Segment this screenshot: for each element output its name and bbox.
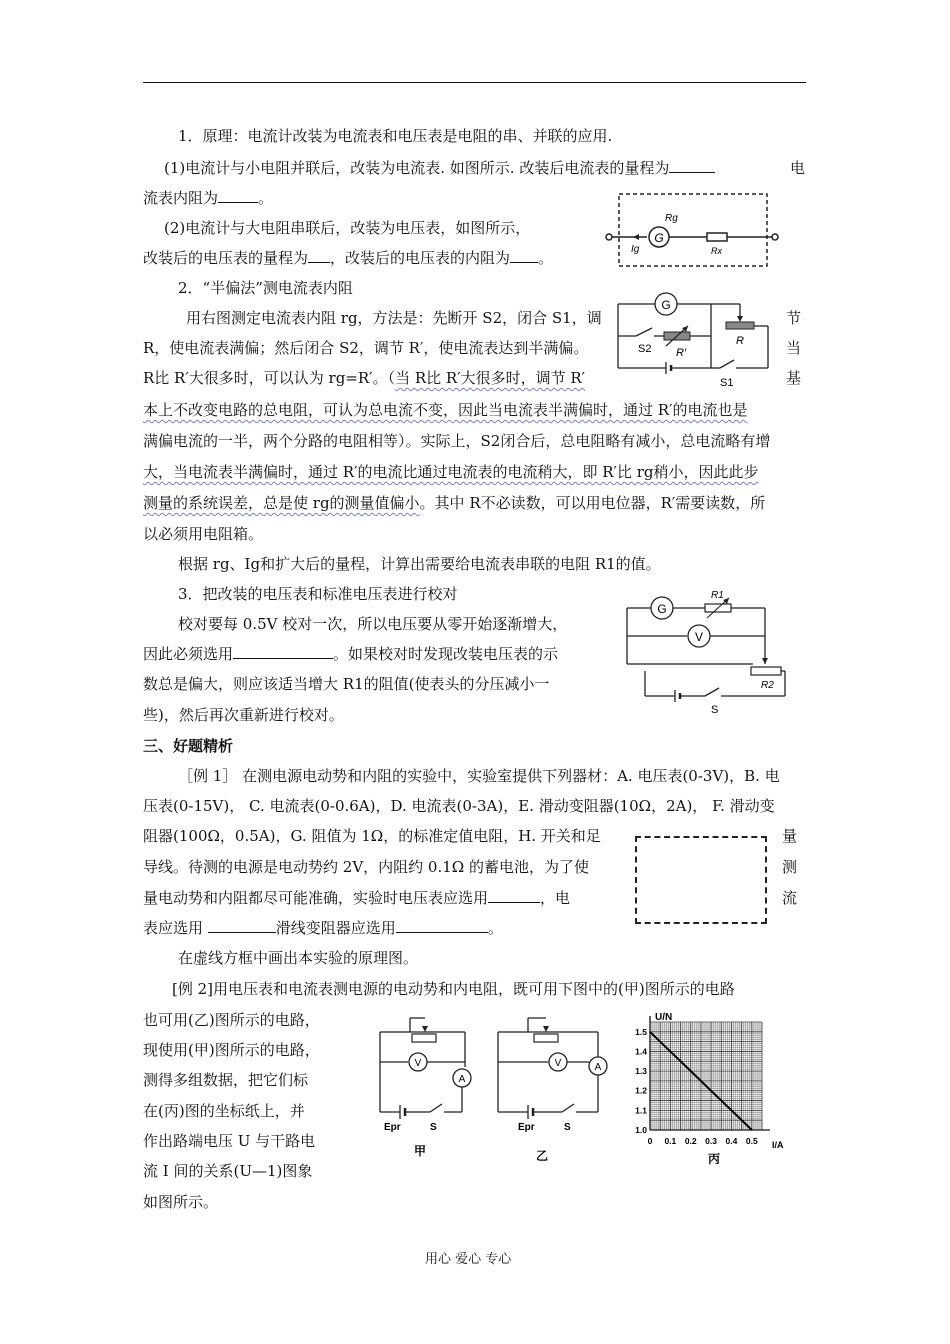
x-tick-label: 0.2	[684, 1136, 697, 1146]
line-8-end: 当	[786, 339, 802, 357]
line-27: 表应选用 滑线变阻器应选用 。	[143, 919, 503, 937]
y-tick-label: 1.4	[635, 1046, 647, 1057]
y-tick-label: 1.5	[635, 1026, 647, 1037]
fig3-r2: R2	[761, 680, 774, 691]
line-9: R比 R′大很多时，可以认为 rg=R′。（当 R比 R′大很多时，调节 R′	[143, 369, 586, 387]
figure-calibration-circuit	[625, 588, 790, 716]
line-9-end: 基	[786, 369, 802, 387]
line-1: 1．原理：电流计改装为电流表和电压表是电阻的串、并联的应用.	[178, 127, 613, 145]
yi-a: A	[594, 1062, 602, 1073]
line-17: 校对要每 0.5V 校对一次，所以电压要从零开始逐渐增大，	[178, 615, 568, 633]
chart-title: 丙	[708, 1152, 721, 1166]
x-tick-label: 0.3	[705, 1136, 718, 1146]
line-14: 以必须用电阻箱。	[143, 525, 264, 543]
x-tick-label: 0.4	[725, 1136, 738, 1146]
fig3-s: S	[711, 704, 719, 716]
line-13: 测量的系统误差，总是使 rg的测量值偏小。其中 R不必读数，可以用电位器，R′需要读数，所	[143, 494, 766, 512]
y-tick-label: 1.2	[635, 1085, 647, 1096]
fig2-g: G	[661, 298, 671, 312]
yi-s: S	[564, 1122, 571, 1133]
yi-v: V	[554, 1058, 562, 1069]
fig2-s2: S2	[638, 343, 652, 355]
section-heading: 三、好题精析	[143, 737, 234, 755]
line-11: 满偏电流的一半，两个分路的电阻相等）。实际上，S2闭合后，总电阻略有减小，总电流略有增	[143, 432, 771, 450]
line-30: 也可用(乙)图所示的电路，	[143, 1011, 320, 1029]
fig1-g: G	[654, 231, 664, 245]
y-tick-label: 1.3	[635, 1066, 647, 1077]
fig2-r: R	[736, 335, 744, 347]
line-35: 流 I 间的关系(U—1)图象	[143, 1162, 313, 1180]
jia-a: A	[458, 1074, 466, 1085]
chart-grid	[650, 1022, 762, 1130]
x-tick-label: 0.1	[664, 1136, 677, 1146]
fig1-rx: Rx	[711, 246, 722, 256]
line-33: 在(丙)图的坐标纸上，并	[143, 1102, 305, 1120]
line-7: 用右图测定电流表内阻 rg，方法是：先断开 S2，闭合 S1，调	[186, 309, 602, 327]
line-20: 些)，然后再次重新进行校对。	[143, 706, 344, 724]
figure-ammeter-circuit	[603, 188, 783, 273]
y-tick-label: 1.0	[635, 1125, 647, 1135]
x-axis-label: I/A	[772, 1140, 784, 1150]
line-26-end: 流	[782, 889, 798, 907]
line-15: 根据 rg、Ig和扩大后的量程，计算出需要给电流表串联的电阻 R1的值。	[178, 555, 661, 573]
figure-yi-circuit	[488, 1012, 613, 1162]
figure-jia-circuit	[370, 1012, 485, 1157]
line-16: 3．把改装的电压表和标准电压表进行校对	[178, 585, 458, 603]
fig2-s1: S1	[720, 377, 734, 388]
line-12: 大，当电流表半满偏时，通过 R′的电流比通过电流表的电流稍大，即 R′比 rg稍小，因此此步	[143, 463, 759, 481]
jia-v: V	[414, 1058, 422, 1069]
yi-epr: Epr	[518, 1122, 535, 1133]
line-28: 在虚线方框中画出本实验的原理图。	[178, 949, 419, 967]
yi-label: 乙	[536, 1149, 549, 1162]
line-24: 阻器(100Ω，0.5A)，G. 阻值为 1Ω，的标准定值电阻，H. 开关和足	[143, 827, 601, 845]
line-34: 作出路端电压 U 与干路电	[143, 1132, 316, 1150]
line-24-end: 量	[782, 827, 798, 845]
line-3: 流表内阻为 。	[143, 189, 274, 207]
line-23: 压表(0-15V)， C. 电流表(0-0.6A)，D. 电流表(0-3A)，E. 滑动变阻器(10Ω，2A)， F. 滑动变	[143, 797, 775, 815]
answer-box	[635, 836, 767, 924]
line-8: R，使电流表满偏；然后闭合 S2，调节 R′，使电流表达到半满偏。	[143, 339, 589, 357]
fig1-rg: Rg	[665, 213, 678, 224]
header-rule	[143, 82, 806, 83]
line-2: (1)电流计与小电阻并联后，改装为电流表. 如图所示. 改装后电流表的量程为	[164, 158, 715, 178]
line-4: (2)电流计与大电阻串联后，改装为电压表，如图所示，	[164, 219, 531, 237]
jia-label: 甲	[414, 1144, 427, 1157]
line-25-end: 测	[782, 858, 798, 876]
footer: 用心 爱心 专心	[425, 1252, 512, 1267]
jia-epr: Epr	[384, 1122, 401, 1133]
line-36: 如图所示。	[143, 1193, 219, 1211]
line-31: 现使用(甲)图所示的电路，	[143, 1041, 320, 1059]
x-tick-label: 0	[647, 1136, 653, 1146]
line-29: [例 2]用电压表和电流表测电源的电动势和内电阻，既可用下图中的(甲)图所示的电路	[172, 980, 735, 998]
fig3-r1: R1	[711, 590, 724, 601]
fig1-ig: Ig	[631, 244, 640, 255]
line-22: ［例 1］ 在测电源电动势和内阻的实验中，实验室提供下列器材：A. 电压表(0-3V)，B. 电	[178, 767, 780, 785]
line-19: 数总是偏大，则应该适当增大 R1的阻值(使表头的分压减小一	[143, 675, 550, 693]
fig3-v: V	[694, 630, 704, 644]
jia-s: S	[430, 1122, 437, 1133]
line-6: 2．“半偏法”测电流表内阻	[178, 279, 353, 297]
line-5: 改装后的电压表的量程为 ，改装后的电压表的内阻为 。	[143, 249, 554, 267]
line-32: 测得多组数据，把它们标	[143, 1071, 309, 1089]
y-axis-label: U/N	[655, 1012, 673, 1023]
figure-half-deflection-circuit	[616, 290, 776, 388]
fig3-g: G	[657, 602, 667, 616]
line-2-end: 电	[790, 159, 806, 177]
line-10: 本上不改变电路的总电阻，可认为总电流不变，因此当电流表半满偏时，通过 R′的电流也是	[143, 401, 748, 419]
line-7-end: 节	[786, 309, 802, 327]
x-tick-label: 0.5	[745, 1136, 758, 1146]
u-i-chart	[630, 1008, 790, 1166]
y-tick-label: 1.1	[635, 1105, 647, 1116]
fig2-rp: R′	[676, 347, 687, 359]
line-18: 因此必须选用 。如果校对时发现改装电压表的示	[143, 645, 559, 663]
line-26: 量电动势和内阻都尽可能准确，实验时电压表应选用 ，电	[143, 889, 571, 907]
line-25: 导线。待测的电源是电动势约 2V，内阻约 0.1Ω 的蓄电池，为了使	[143, 858, 589, 876]
